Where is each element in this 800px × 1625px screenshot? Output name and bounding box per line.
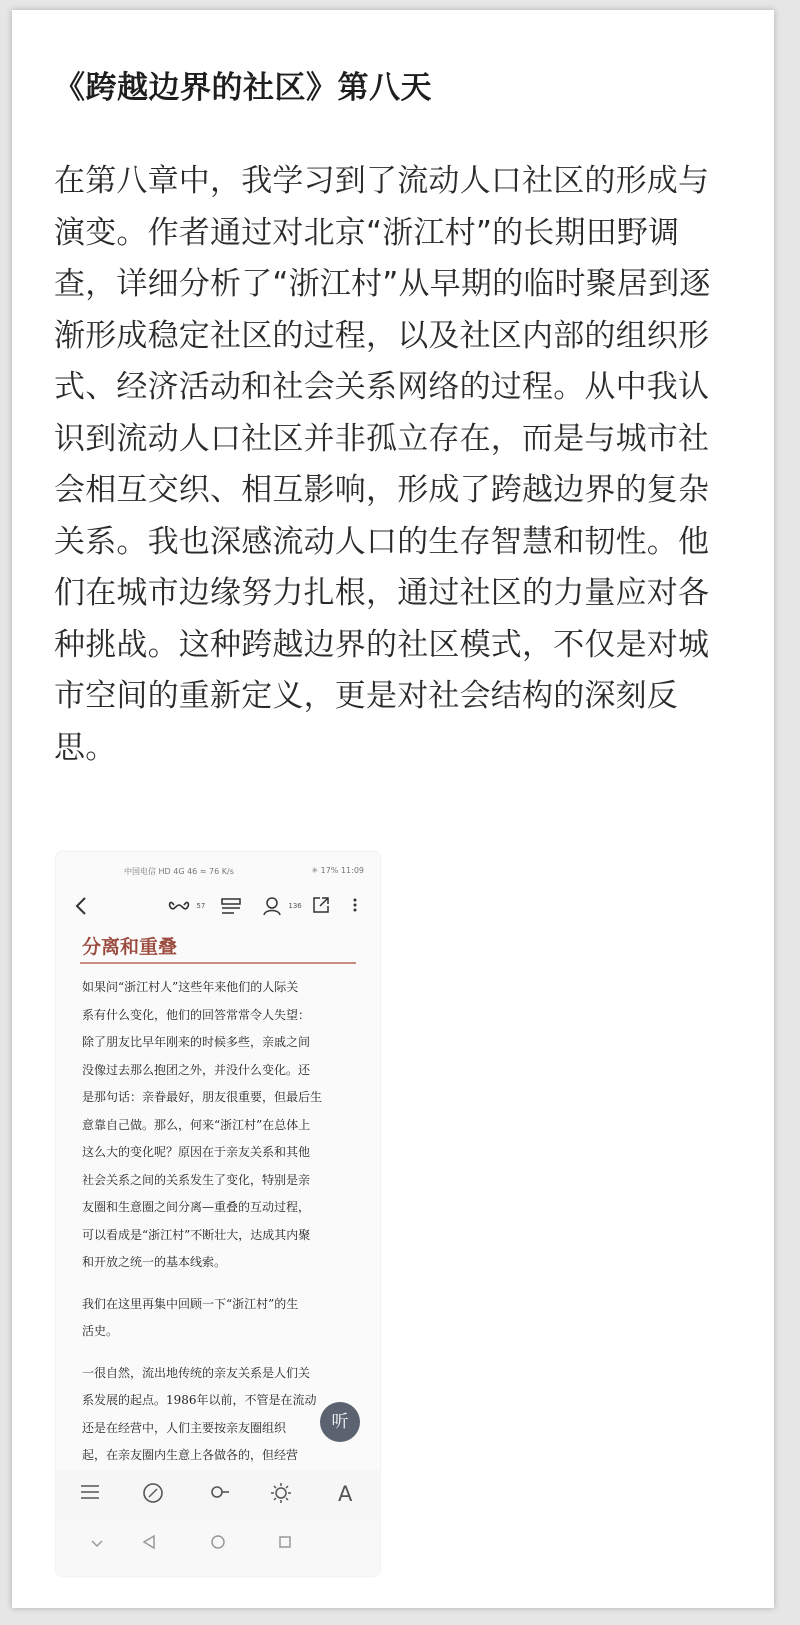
- post-body-line: 关系。我也深感流动人口的生存智慧和韧性。他: [54, 523, 710, 560]
- system-nav-bar: [56, 1520, 380, 1576]
- book-line: 还是在经营中，人们主要按亲友圈组织: [82, 1420, 287, 1435]
- post-body-line: 会相互交织、相互影响，形成了跨越边界的复杂: [54, 472, 710, 508]
- book-paragraph: [82, 974, 362, 1277]
- book-line: 活史。: [82, 1324, 119, 1338]
- font-icon[interactable]: A: [338, 1482, 353, 1506]
- post-body-line: 思。: [54, 729, 117, 766]
- book-line: 一很自然，流出地传统的亲友关系是人们关: [82, 1365, 311, 1380]
- book-line: 可以看成是“浙江村”不断壮大，达成其内聚: [82, 1227, 311, 1242]
- book-line: 意靠自己做。那么，何来“浙江村”在总体上: [82, 1117, 311, 1132]
- status-carrier: 中国电信 HD 4G 46 ≈ 76 K/s: [124, 867, 234, 876]
- post-body-line: 渐形成稳定社区的过程，以及社区内部的组织形: [54, 317, 710, 354]
- book-line: 是那句话：亲眷最好，朋友很重要，但最后生: [82, 1090, 323, 1104]
- listen-icon[interactable]: [168, 896, 205, 917]
- book-line: 起，在亲友圈内生意上各做各的，但经营: [82, 1448, 299, 1462]
- post-body: [54, 156, 724, 774]
- book-line: 系发展的起点。1986年以前，不管是在流动: [82, 1393, 317, 1407]
- reader-bottom-bar: [56, 1470, 380, 1520]
- book-line: 除了朋友比早年刚来的时候多些，亲戚之间: [82, 1035, 311, 1049]
- more-icon[interactable]: [352, 896, 358, 917]
- share-icon[interactable]: [312, 896, 330, 917]
- listen-button[interactable]: 听: [320, 1402, 360, 1442]
- book-paragraph: [82, 1360, 362, 1470]
- chevron-left-icon[interactable]: [74, 896, 88, 919]
- book-line: 友圈和生意圈之间分离—重叠的互动过程，: [82, 1200, 311, 1214]
- post-body-line: 们在城市边缘努力扎根，通过社区的力量应对各: [54, 575, 710, 611]
- menu-icon[interactable]: [80, 1482, 100, 1506]
- post-body-line: 市空间的重新定义，更是对社会结构的深刻反: [54, 678, 678, 714]
- post-body-line: 式、经济活动和社会关系网络的过程。从中我认: [54, 369, 710, 405]
- post-body-line: 查，详细分析了“浙江村”从早期的临时聚居到逐: [54, 266, 711, 302]
- brightness-icon[interactable]: [270, 1482, 292, 1509]
- home-circle-icon[interactable]: [210, 1534, 226, 1555]
- collapse-icon[interactable]: [90, 1534, 104, 1554]
- comments-icon[interactable]: [262, 896, 302, 919]
- post-body-line: 识到流动人口社区并非孤立存在，而是与城市社: [54, 420, 710, 457]
- back-triangle-icon[interactable]: [142, 1534, 156, 1555]
- chapter-divider: [80, 962, 356, 964]
- reader-screenshot[interactable]: [56, 852, 380, 1576]
- post-title: 《跨越边界的社区》第八天: [54, 70, 432, 106]
- listen-count: 57: [196, 902, 206, 910]
- book-line: 和开放之统一的基本线索。: [82, 1255, 227, 1269]
- progress-icon[interactable]: [206, 1482, 230, 1507]
- book-line: 系有什么变化，他们的回答常常令人失望：: [82, 1007, 311, 1022]
- post-card: [12, 10, 774, 1608]
- post-body-line: 种挑战。这种跨越边界的社区模式，不仅是对城: [54, 626, 710, 663]
- notes-icon[interactable]: [220, 896, 242, 919]
- recents-square-icon[interactable]: [278, 1534, 292, 1554]
- chapter-title: 分离和重叠: [82, 936, 178, 958]
- book-line: 如果问“浙江村人”这些年来他们的人际关: [82, 980, 299, 994]
- book-line: 这么大的变化呢？原因在于亲友关系和其他: [82, 1145, 311, 1159]
- status-bar: [56, 852, 380, 888]
- comments-count: 136: [288, 902, 302, 910]
- book-line: 没像过去那么抱团之外，并没什么变化。还: [82, 1062, 311, 1077]
- compass-icon[interactable]: [142, 1482, 164, 1509]
- post-body-line: 在第八章中，我学习到了流动人口社区的形成与: [54, 163, 710, 199]
- book-text: [82, 974, 362, 1484]
- book-line: 社会关系之间的关系发生了变化，特别是亲: [82, 1172, 311, 1187]
- book-line: 我们在这里再集中回顾一下“浙江村”的生: [82, 1296, 299, 1311]
- reader-toolbar: [56, 888, 380, 928]
- post-body-line: 演变。作者通过对北京“浙江村”的长期田野调: [54, 214, 680, 251]
- book-paragraph: [82, 1291, 362, 1346]
- status-battery-time: ✳ 17% 11:09: [311, 866, 364, 875]
